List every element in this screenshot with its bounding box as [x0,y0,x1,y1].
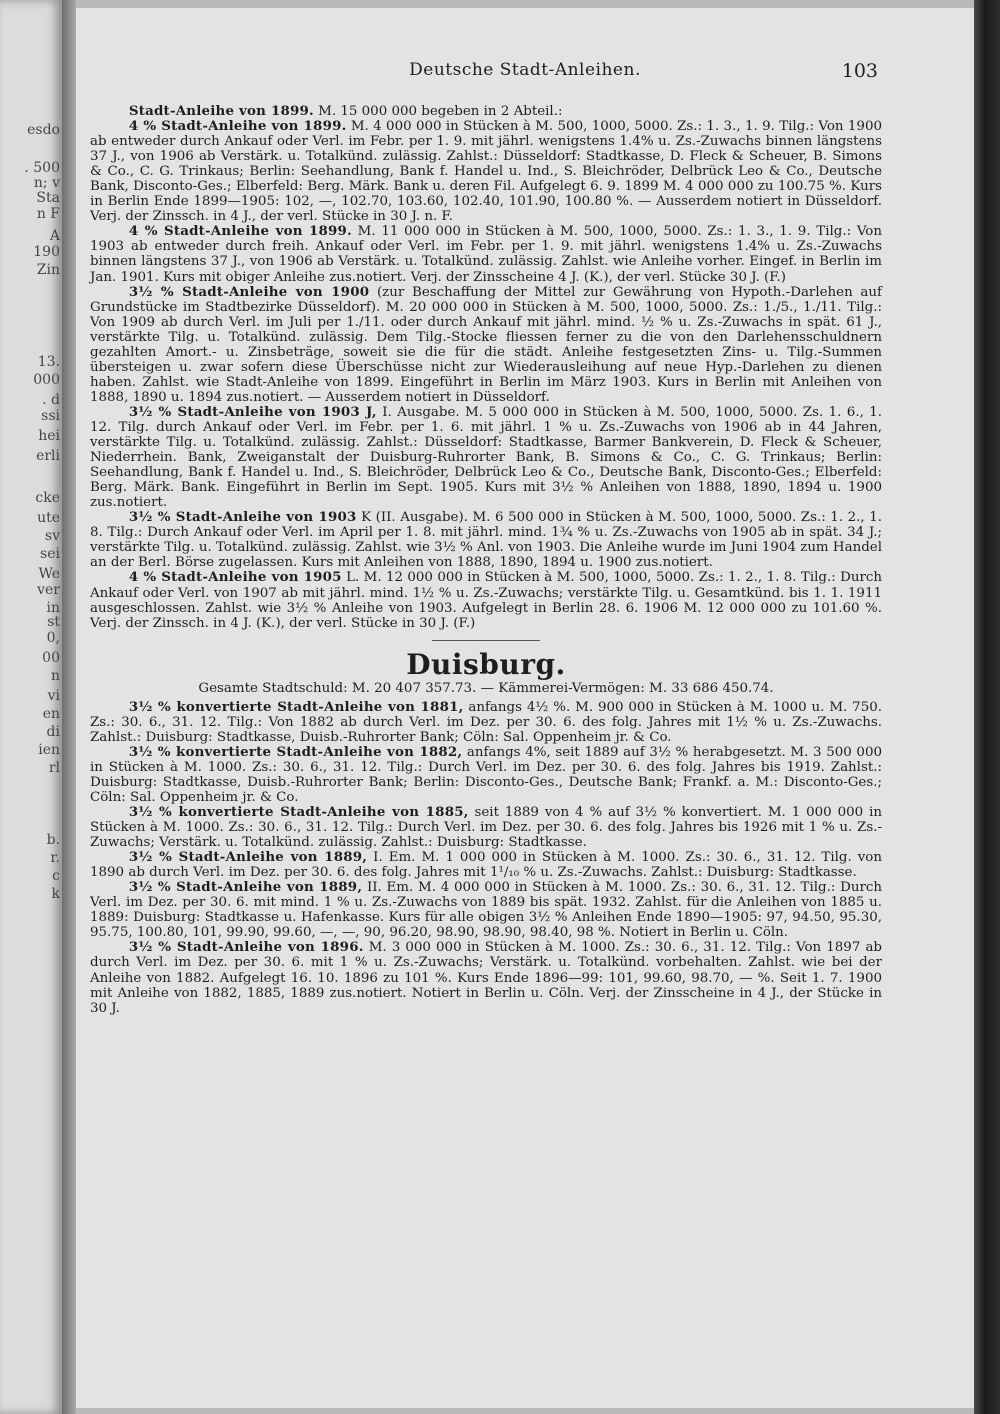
loan-entry-heading: 4 % Stadt-Anleihe von 1899. [128,223,352,240]
loan-entry [90,745,882,805]
section-rule [432,640,540,641]
previous-page-fragment: st [47,614,60,630]
previous-page-fragment: . d [42,392,60,408]
loan-entry-heading: 3½ % Stadt-Anleihe von 1889, [128,849,368,866]
previous-page-fragment: b. [46,832,60,848]
previous-page-fragment: We [38,566,60,582]
entries-duisburg [90,700,882,1016]
previous-page-fragment: r. [50,850,60,866]
previous-page-fragment: 0, [46,630,60,646]
loan-entry-heading: 3½ % konvertierte Stadt-Anleihe von 1882, [128,743,463,760]
previous-page-fragment: vi [47,688,60,704]
previous-page-fragment: 190 [33,244,60,260]
loan-entry-text: L. M. 12 000 000 in Stücken à M. 500, 1000, 5000. Zs.: 1. 2., 1. 8. Tilg.: Durch Ankauf oder Verl. von 1907 ab mit jährl. mind. 1½ % u. Zs.-Zuwachs; verstärkte Tilg. u. Gesamtkünd. bis 1. 1. 1911 ausgeschlossen. Zahlst. wie 3½ % Anleihe von 1903. Aufgelegt in Berlin 28. 6. 1906 M. 12 000 000 zu 101.60 %. Verj. der Zinssch. in 4 J. (K.), der verl. Stücke in 30 J. (F.) [90,570,882,631]
loan-entry [90,805,882,850]
loan-entry [90,570,882,630]
previous-page-fragment: Zin [36,262,60,278]
previous-page-fragment: 13. [37,354,60,370]
running-title: Deutsche Stadt-Anleihen. [409,60,641,80]
previous-page-fragment: erli [36,448,60,464]
book-gutter [62,0,76,1414]
loan-entry-text: seit 1889 von 4 % auf 3½ % konvertiert. M. 1 000 000 in Stücken à M. 1000. Zs.: 30. 6., 31. 12. Tilg.: Durch Verl. im Dez. per 30. 6. des folg. Jahres bis 1926 mit 1 % u. Zs.-Zuwachs; Verstärk. u. Totalkünd. zulässig. Zahlst.: Duisburg: Stadtkasse. [90,805,882,851]
previous-page-fragment: en [42,706,60,722]
previous-page-fragment: di [46,724,60,740]
previous-page-fragment: Sta [36,190,60,206]
loan-entry [90,510,882,570]
loan-entry-heading: 4 % Stadt-Anleihe von 1899. [128,118,347,135]
loan-entry [90,224,882,284]
previous-page-fragment: cke [35,490,60,506]
previous-page-fragment: n; v [33,175,60,191]
previous-page-fragment: 00 [42,650,60,666]
previous-page-fragment: 000 [33,372,60,388]
previous-page-fragment: sei [40,546,60,562]
loan-entry-text: I. Ausgabe. M. 5 000 000 in Stücken à M. 500, 1000, 5000. Zs. 1. 6., 1. 12. Tilg. durch Ankauf oder Verl. im Febr. per 1. 6. mit jährl. 1 % u. Zs.-Zuwachs von 1906 ab in 44 Jahren, verstärkte Tilg. u. Totalkünd. zulässig. Zahlst.: Düsseldorf: Stadtkasse, Barmer Bankverein, D. Fleck & Scheuer, Niederrhein. Bank, Zweiganstalt der Duisburg-Ruhrorter Bank, B. Simons & Co., C. G. Trinkaus; Berlin: Seehandlung, Bank f. Handel u. Ind., S. Bleichröder, Delbrück Leo & Co., Deutsche Bank, Disconto-Ges.; Elberfeld: Berg. Märk. Bank. Eingeführt in Berlin im Sept. 1905. Kurs mit 3½ % Anleihen von 1888, 1890, 1894 u. 1900 zus.notiert. [90,404,883,511]
loan-entry [90,285,882,405]
debt-summary: Gesamte Stadtschuld: M. 20 407 357.73. — Kämmerei-Vermögen: M. 33 686 450.74. [198,680,774,696]
previous-page-fragment: A [49,228,60,244]
loan-entry-text: M. 3 000 000 in Stücken à M. 1000. Zs.: 30. 6., 31. 12. Tilg.: Von 1897 ab durch Verl. im Dez. per 30. 6. mit 1 % u. Zs.-Zuwachs; Verstärk. u. Totalkünd. vorbehalten. Zahlst. wie bei der Anleihe von 1882. Aufgelegt 16. 10. 1896 zu 101 %. Kurs Ende 1896—99: 101, 99.60, 98.70, — %. Seit 1. 7. 1900 mit Anleihe von 1882, 1885, 1889 zus.notiert. Notiert in Berlin u. Cöln. Verj. der Zinsscheine in 4 J., der Stücke in 30 J. [90,940,882,1016]
loan-entry-text: II. Em. M. 4 000 000 in Stücken à M. 1000. Zs.: 30. 6., 31. 12. Tilg.: Durch Verl. im Dez. per 30. 6. mit mind. 1 % u. Zs.-Zuwachs von 1889 bis spät. 1932. Zahlst. für die Anleihen von 1885 u. 1889: Duisburg: Stadtkasse u. Hafenkasse. Kurs für alle obigen 3½ % Anleihen Ende 1890—1905: 97, 94.50, 95.30, 95.75, 100.80, 101, 99.90, 99.60, —, —, 90, 96.20, 98.90, 98.90, 98.40, 98 %. Notiert in Berlin u. Cöln. [90,880,882,941]
scanned-page [76,8,974,1408]
loan-entry-heading: Stadt-Anleihe von 1899. [128,103,314,119]
loan-entry-heading: 3½ % konvertierte Stadt-Anleihe von 1885, [128,804,469,821]
loan-entry-text: M. 15 000 000 begeben in 2 Abteil.: [313,104,563,119]
loan-entry-heading: 3½ % Stadt-Anleihe von 1903 J, [128,403,377,420]
previous-page-edge [0,0,62,1414]
page-body [90,104,882,1016]
previous-page-fragment: in [46,600,60,616]
previous-page-fragment: sv [44,528,60,544]
previous-page-fragment: ver [37,582,60,598]
previous-page-fragment: ssi [41,408,60,424]
loan-entry [90,940,882,1015]
loan-entry-heading: 3½ % Stadt-Anleihe von 1903 [128,509,357,526]
loan-entry-heading: 3½ % Stadt-Anleihe von 1896. [128,939,364,956]
previous-page-fragment: esdo [27,122,60,138]
city-heading: Duisburg. [406,647,566,681]
previous-page-fragment: ien [38,742,60,758]
loan-entry-heading: 3½ % Stadt-Anleihe von 1889, [128,879,363,896]
loan-entry [90,104,882,119]
previous-page-fragment: hei [38,428,60,444]
previous-page-fragment: n [50,668,60,684]
previous-page-fragment: n F [36,206,60,222]
loan-entry-text: anfangs 4%, seit 1889 auf 3½ % herabgesetzt. M. 3 500 000 in Stücken à M. 1000. Zs.: 30. 6., 31. 12. Tilg.: Durch Verl. im Dez. per 30. 6. des folg. Jahres bis 1919. Zahlst.: Duisburg: Stadtkasse, Duisb.-Ruhrorter Bank; Berlin: Disconto-Ges., Deutsche Bank; Frankf. a. M.: Disconto-Ges.; Cöln: Sal. Oppenheim jr. & Co. [90,744,882,805]
loan-entry-text: (zur Beschaffung der Mittel zur Gewährung von Hypoth.-Darlehen auf Grundstücke im Stadtbezirke Düsseldorf). M. 20 000 000 in Stücken à M. 500, 1000, 5000. Zs.: 1./5., 1./11. Tilg.: Von 1909 ab durch Verl. im Juli per 1./11. oder durch Ankauf mit jährl. mind. ½ % u. Zs.-Zuwachs in spät. 61 J., verstärkte Tilg. u. Totalkünd. zulässig. Dem Tilg.-Stocke fliessen ferner zu die von den Darlehensschuldnern gezahlten Amort.- u. Zinsbeträge, soweit sie die für die städt. Anleihe festgesetzten Zins- u. Tilg.-Summen übersteigen u. zwar sofern diese Überschüsse nicht zur Wiederausleihung auf neue Hyp.-Darlehen zu dienen haben. Zahlst. wie Stadt-Anleihe von 1899. Eingeführt in Berlin im März 1903. Kurs in Berlin mit Anleihen von 1888, 1890 u. 1894 zus.notiert. — Ausserdem notiert in Düsseldorf. [90,284,882,405]
page-edge-shadow [974,0,1000,1414]
previous-page-fragment: . 500 [24,160,60,176]
loan-entry-text: M. 11 000 000 in Stücken à M. 500, 1000, 5000. Zs.: 1. 3., 1. 9. Tilg.: Von 1903 ab entweder durch freih. Ankauf oder Verl. im Febr. per 1. 9. mit jährl. wenigstens 1.4% u. Zs.-Zuwachs binnen längstens 37 J., von 1906 ab Verstärk. u. Totalkünd. zulässig. Zahlst. wie Anleihe vorher. Eingef. in Berlin im Jan. 1901. Kurs mit obiger Anleihe zus.notiert. Verj. der Zinsscheine 4 J. (K.), der verl. Stücke 30 J. (F.) [90,224,882,285]
running-head [76,60,974,84]
loan-entry-heading: 4 % Stadt-Anleihe von 1905 [128,569,342,586]
entries-duesseldorf [90,104,882,631]
previous-page-fragment: k [51,886,60,902]
loan-entry [90,880,882,940]
loan-entry-text: I. Em. M. 1 000 000 in Stücken à M. 1000. Zs.: 30. 6., 31. 12. Tilg. von 1890 ab durch Verl. im Dez. per 30. 6. des folg. Jahres mit 1¹/₁₀ % u. Zs.-Zuwachs. Zahlst.: Duisburg: Stadtkasse. [90,850,882,881]
loan-entry-text: M. 4 000 000 in Stücken à M. 500, 1000, 5000. Zs.: 1. 3., 1. 9. Tilg.: Von 1900 ab entweder durch Ankauf oder Verl. im Febr. per 1. 9. mit jährl. wenigstens 1.4% u. Zs.-Zuwachs binnen längstens 37 J., von 1906 ab Verstärk. u. Totalkünd. zulässig. Zahlst.: Düsseldorf: Stadtkasse, D. Fleck & Scheuer, B. Simons & Co., C. G. Trinkaus; Berlin: Seehandlung, Bank f. Handel u. Ind., S. Bleichröder, Delbrück Leo & Co., Deutsche Bank, Disconto-Ges.; Elberfeld: Berg. Märk. Bank u. deren Fil. Aufgelegt 6. 9. 1899 M. 4 000 000 zu 100.75 %. Kurs in Berlin Ende 1899—1905: 102, —, 102.70, 103.60, 102.40, 101.90, 100.80 %. — Ausserdem notiert in Düsseldorf. Verj. der Zinssch. in 4 J., der verl. Stücke in 30 J. n. F. [90,119,882,225]
loan-entry-heading: 3½ % Stadt-Anleihe von 1900 [128,283,370,300]
loan-entry-heading: 3½ % konvertierte Stadt-Anleihe von 1881, [128,698,464,715]
loan-entry [90,700,882,745]
loan-entry [90,850,882,880]
loan-entry [90,119,882,224]
loan-entry-text: K (II. Ausgabe). M. 6 500 000 in Stücken à M. 500, 1000, 5000. Zs.: 1. 2., 1. 8. Tilg.: Durch Ankauf oder Verl. im April per 1. 8. mit jährl. mind. 1¾ % u. Zs.-Zuwachs von 1905 ab in spät. 34 J.; verstärkte Tilg. u. Totalkünd. zulässig. Zahlst. wie 3½ % Anl. von 1903. Die Anleihe wurde im Juni 1904 zum Handel an der Berl. Börse zugelassen. Kurs mit Anleihen von 1888, 1890, 1894 u. 1900 zus.notiert. [90,510,882,571]
loan-entry [90,405,882,510]
previous-page-fragment: ute [37,510,60,526]
loan-entry-text: anfangs 4½ %. M. 900 000 in Stücken à M. 1000 u. M. 750. Zs.: 30. 6., 31. 12. Tilg.: Von 1882 ab durch Verl. im Dez. per 30. 6. des folg. Jahres mit 1½ % u. Zs.-Zuwachs. Zahlst.: Duisburg: Stadtkasse, Duisb.-Ruhrorter Bank; Cöln: Sal. Oppenheim jr. & Co. [90,699,882,745]
previous-page-fragment: c [52,868,60,884]
page-number: 103 [841,60,878,82]
previous-page-fragment: rl [48,760,60,776]
